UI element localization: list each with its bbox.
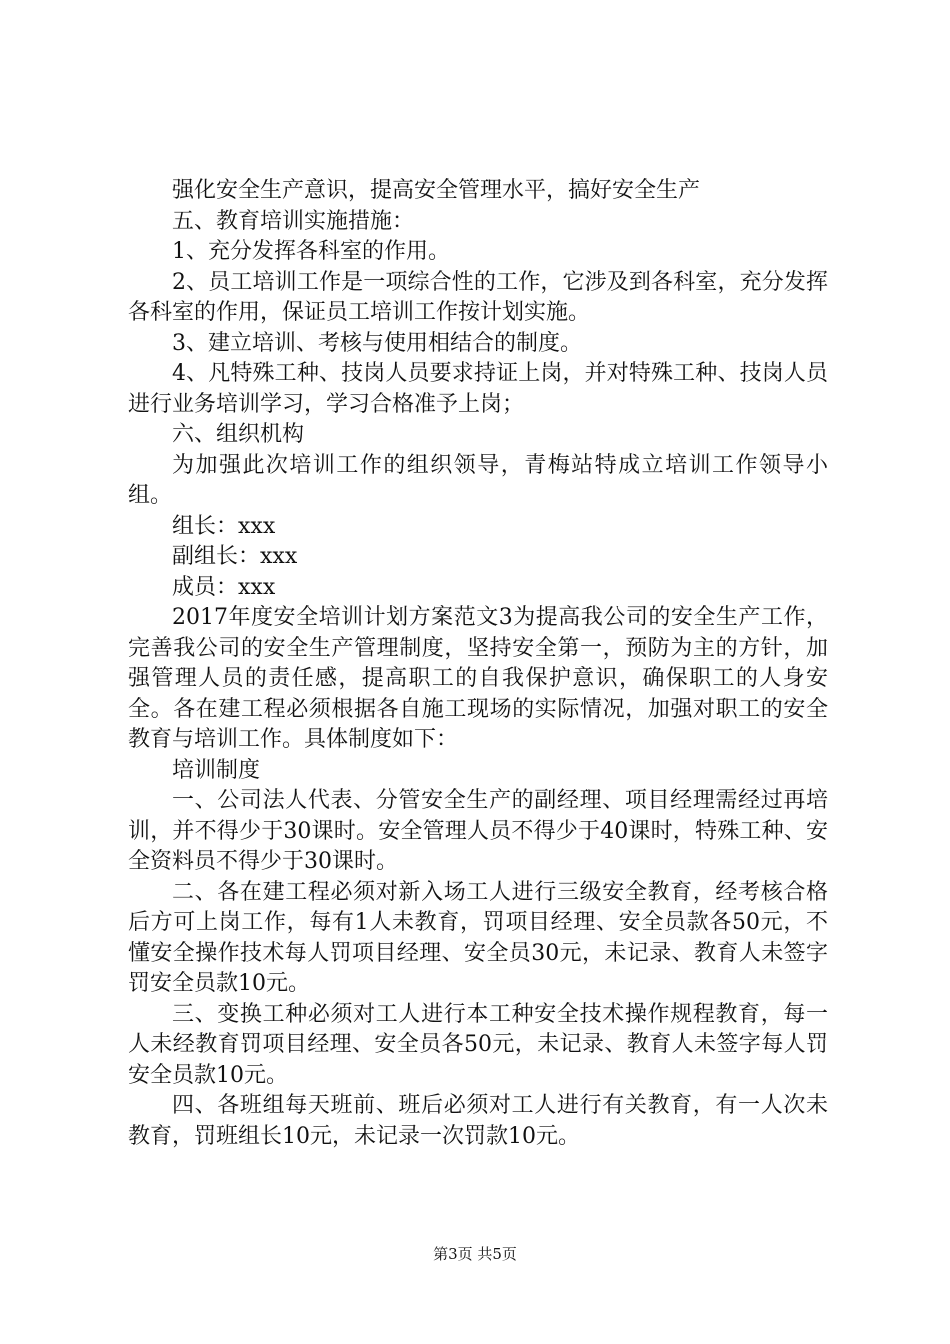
paragraph-1: 强化安全生产意识，提高安全管理水平，搞好安全生产 [172,178,701,203]
paragraph-17: 四、各班组每天班前、班后必须对工人进行有关教育，有一人次未教育，罚班组长10元，未记录一次罚款10元。 [128,1093,828,1149]
paragraph-3: 1、充分发挥各科室的作用。 [172,239,450,264]
paragraph-15: 二、各在建工程必须对新入场工人进行三级安全教育，经考核合格后方可上岗工作，每有1人未教育，罚项目经理、安全员款各50元，不懂安全操作技术每人罚项目经理、安全员30元，未记录、教育人未签字罚安全员款10元。 [128,879,828,996]
paragraph-12: 2017年度安全培训计划方案范文3为提高我公司的安全生产工作，完善我公司的安全生产管理制度，坚持安全第一，预防为主的方针，加强管理人员的责任感，提高职工的自我保护意识，确保职工的人身安全。各在建工程必须根据各自施工现场的实际情况，加强对职工的安全教育与培训工作。具体制度如下： [128,605,828,752]
paragraph-5: 3、建立培训、考核与使用相结合的制度。 [172,330,582,356]
paragraph-13: 培训制度 [172,757,261,783]
paragraph-2: 五、教育培训实施措施： [172,208,415,234]
paragraph-9: 组长：xxx [172,513,276,539]
paragraph-8: 为加强此次培训工作的组织领导，青梅站特成立培训工作领导小组。 [128,452,828,508]
document-body [128,176,828,1152]
paragraph-16: 三、变换工种必须对工人进行本工种安全技术操作规程教育，每一人未经教育罚项目经理、安全员各50元，未记录、教育人未签字每人罚安全员款10元。 [128,1001,828,1088]
paragraph-14: 一、公司法人代表、分管安全生产的副经理、项目经理需经过再培训，并不得少于30课时。安全管理人员不得少于40课时，特殊工种、安全资料员不得少于30课时。 [128,788,828,874]
page-footer [0,1244,950,1264]
paragraph-10: 副组长：xxx [172,544,298,569]
page-number-label: 第3页 共5页 [433,1245,517,1263]
paragraph-4: 2、员工培训工作是一项综合性的工作，它涉及到各科室，充分发挥各科室的作用，保证员工培训工作按计划实施。 [128,269,828,325]
paragraph-11: 成员：xxx [172,574,276,600]
paragraph-7: 六、组织机构 [172,422,305,447]
paragraph-6: 4、凡特殊工种、技岗人员要求持证上岗，并对特殊工种、技岗人员进行业务培训学习，学习合格准予上岗； [128,361,828,417]
